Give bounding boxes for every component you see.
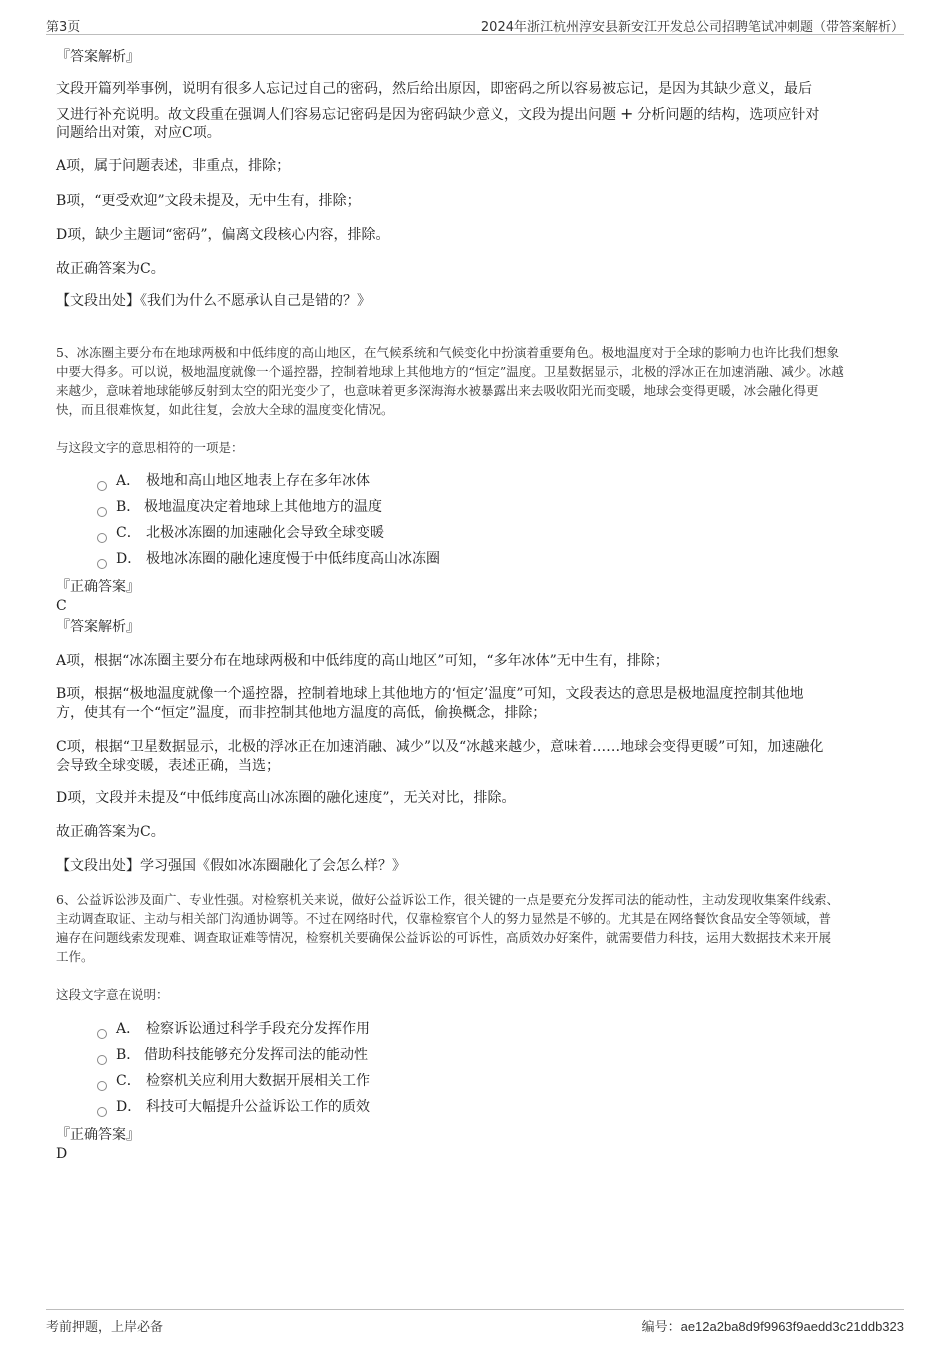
q5-analysis-label: 『答案解析』 xyxy=(56,619,140,635)
q5-conclusion: 故正确答案为C。 xyxy=(56,824,165,840)
q6-stem: 6、公益诉讼涉及面广、专业性强。对检察机关来说，做好公益诉讼工作，很关键的一点是要充分发挥司法的能动性，主动发现收集案件线索、 主动调查取证、主动与相关部门沟通协调等。不过在网络时代，仅靠检察官个人的努力显然是不够的。尤其是在网络餐饮食品安全等领域，普 遍存在问题线索发现难、调查取证难等情况，检察机关要确保公益诉讼的可诉性，高质效办好案件，就需要借力科技，运用大数据技术来开展 工作。 xyxy=(56,892,839,964)
radio-icon[interactable] xyxy=(97,481,107,491)
radio-icon[interactable] xyxy=(97,533,107,543)
radio-icon[interactable] xyxy=(97,559,107,569)
page-footer xyxy=(46,1309,904,1336)
q4-source: 【文段出处】《我们为什么不愿承认自己是错的？》 xyxy=(56,293,371,309)
document-code: 编号：ae12a2ba8d9f9963f9aedd3c21ddb323 xyxy=(641,1319,904,1335)
radio-icon[interactable] xyxy=(97,1029,107,1039)
q4-point-a: A项，属于问题表述，非重点，排除； xyxy=(56,158,291,174)
q5-answer-label: 『正确答案』 xyxy=(56,579,140,595)
page-header xyxy=(46,14,904,35)
q4-analysis-label: 『答案解析』 xyxy=(56,49,140,65)
q6-answer-label: 『正确答案』 xyxy=(56,1127,140,1143)
q5-question: 与这段文字的意思相符的一项是： xyxy=(56,440,244,455)
footer-slogan: 考前押题，上岸必备 xyxy=(46,1320,164,1335)
q5-point-a: A项，根据“冰冻圈主要分布在地球两极和中低纬度的高山地区”可知，“多年冰体”无中生有，排除； xyxy=(56,653,669,669)
q4-conclusion: 故正确答案为C。 xyxy=(56,261,165,277)
q5-stem: 5、冰冻圈主要分布在地球两极和中低纬度的高山地区，在气候系统和气候变化中扮演着重要角色。极地温度对于全球的影响力也许比我们想象 中要大得多。可以说，极地温度就像一个遥控器，控制着地球上其他地方的“恒定”温度。卫星数据显示，北极的浮冰正在加速消融、减少。冰越 来越少，意味着地球能够反射到太空的阳光变少了，也意味着更多深海海水被暴露出来去吸收阳光而变暖，地球会变得更暖，冰会融化得更 快，而且很难恢复，如此往复，会放大全球的温度变化情况。 xyxy=(56,345,844,417)
q5-source: 【文段出处】学习强国《假如冰冻圈融化了会怎么样？》 xyxy=(56,858,406,874)
q5-point-d: D项，文段并未提及“中低纬度高山冰冻圈的融化速度”，无关对比，排除。 xyxy=(56,790,516,806)
document-page: 第3页 2024年浙江杭州淳安县新安江开发总公司招聘笔试冲刺题（带答案解析） 『答案解析』 文段开篇列举事例，说明有很多人忘记过自己的密码，然后给出原因，即密码之所以容易被忘记，是因为其缺少意义，最后 又进行补充说明。故文段重在强调人们容易忘记密码是因为密码缺少意义，文段为提出问题 + 分析问题的结构，选项应针对 问题给出对策，对应C项。 A项，属于问题表述，非重点，排除； B项，“更受欢迎”文段未提及，无中生有，排除； D项，缺少主题词“密码”，偏离文段核心内容，排除。 故正确答案为C。 【文段出处】《我们为什么不愿承认自己是错的？》 5、冰冻圈主要分布在地球两极和中低纬度的高山地区，在气候系统和气候变化中扮演着重要角色。极地温度对于全球的影响力也许比我们想象 中要大得多。可以说，极地温度就像一个遥控器，控制着地球上其他地方的“恒定”温度。卫星数据显示，北极的浮冰正在加速消融、减少。冰越 来越少，意味着地球能够反射到太空的阳光变少了，也意味着更多深海海水被暴露出来去吸收阳光而变暖，地球会变得更暖，冰会融化得更 快，而且很难恢复，如此往复，会放大全球的温度变化情况。 与这段文字的意思相符的一项是： A． 极地和高山地区地表上存在多年冰体 B． 极地温度决定着地球上其他地方的温度 C． 北极冰冻圈的加速融化会导致全球变暖 D． 极地冰冻圈的融化速度慢于中低纬度高山冰冻圈 『正确答案』 C 『答案解析』 A项，根据“冰冻圈主要分布在地球两极和中低纬度的高山地区”可知，“多年冰体”无中生有，排除； B项，根据“极地温度就像一个遥控器，控制着地球上其他地方的‘恒定’温度”可知，文段表达的意思是极地温度控制其他地 方，使其有一个“恒定”温度，而非控制其他地方温度的高低，偷换概念，排除； C项，根据“卫星数据显示，北极的浮冰正在加速消融、减少”以及“冰越来越少，意味着……地球会变得更暖”可知，加速融化 会导致全球变暖，表述正确，当选； D项，文段并未提及“中低纬度高山冰冻圈的融化速度”，无关对比，排除。 故正确答案为C。 【文段出处】学习强国《假如冰冻圈融化了会怎么样？》 6、公益诉讼涉及面广、专业性强。对检察机关来说，做好公益诉讼工作，很关键的一点是要充分发挥司法的能动性，主动发现收集案件线索、 主动调查取证、主动与相关部门沟通协调等。不过在网络时代，仅靠检察官个人的努力显然是不够的。尤其是在网络餐饮食品安全等领域，普 遍存在问题线索发现难、调查取证难等情况，检察机关要确保公益诉讼的可诉性，高质效办好案件，就需要借力科技，运用大数据技术来开展 工作。 这段文字意在说明： A． 检察诉讼通过科学手段充分发挥作用 B． 借助科技能够充分发挥司法的能动性 C． 检察机关应利用大数据开展相关工作 D． 科技可大幅提升公益诉讼工作的质效 『正确答案』 D 考前押题，上岸必备 编号：ae12a2ba8d9f9963f9aedd3c21ddb323 xyxy=(0,0,950,1345)
radio-icon[interactable] xyxy=(97,1055,107,1065)
q6-question: 这段文字意在说明： xyxy=(56,987,169,1002)
q4-point-b: B项，“更受欢迎”文段未提及，无中生有，排除； xyxy=(56,193,361,209)
q6-answer: D xyxy=(56,1146,68,1162)
q4-analysis-line-2: 又进行补充说明。故文段重在强调人们容易忘记密码是因为密码缺少意义，文段为提出问题 + 分析问题的结构，选项应针对 xyxy=(56,104,820,123)
plus-icon: + xyxy=(620,104,634,123)
q5-answer: C xyxy=(56,598,67,614)
q5-point-c: C项，根据“卫星数据显示，北极的浮冰正在加速消融、减少”以及“冰越来越少，意味着……地球会变得更暖”可知，加速融化 会导致全球变暖，表述正确，当选； xyxy=(56,739,824,774)
radio-icon[interactable] xyxy=(97,507,107,517)
q4-analysis-line-3: 问题给出对策，对应C项。 xyxy=(56,125,221,141)
q5-point-b: B项，根据“极地温度就像一个遥控器，控制着地球上其他地方的‘恒定’温度”可知，文段表达的意思是极地温度控制其他地 方，使其有一个“恒定”温度，而非控制其他地方温度的高低，偷换概念，排除； xyxy=(56,686,804,721)
radio-icon[interactable] xyxy=(97,1107,107,1117)
page-number: 第3页 xyxy=(46,20,81,35)
radio-icon[interactable] xyxy=(97,1081,107,1091)
q4-point-d: D项，缺少主题词“密码”，偏离文段核心内容，排除。 xyxy=(56,227,390,243)
q4-analysis-line-1: 文段开篇列举事例，说明有很多人忘记过自己的密码，然后给出原因，即密码之所以容易被忘记，是因为其缺少意义，最后 xyxy=(56,81,812,97)
document-title: 2024年浙江杭州淳安县新安江开发总公司招聘笔试冲刺题（带答案解析） xyxy=(480,20,904,35)
